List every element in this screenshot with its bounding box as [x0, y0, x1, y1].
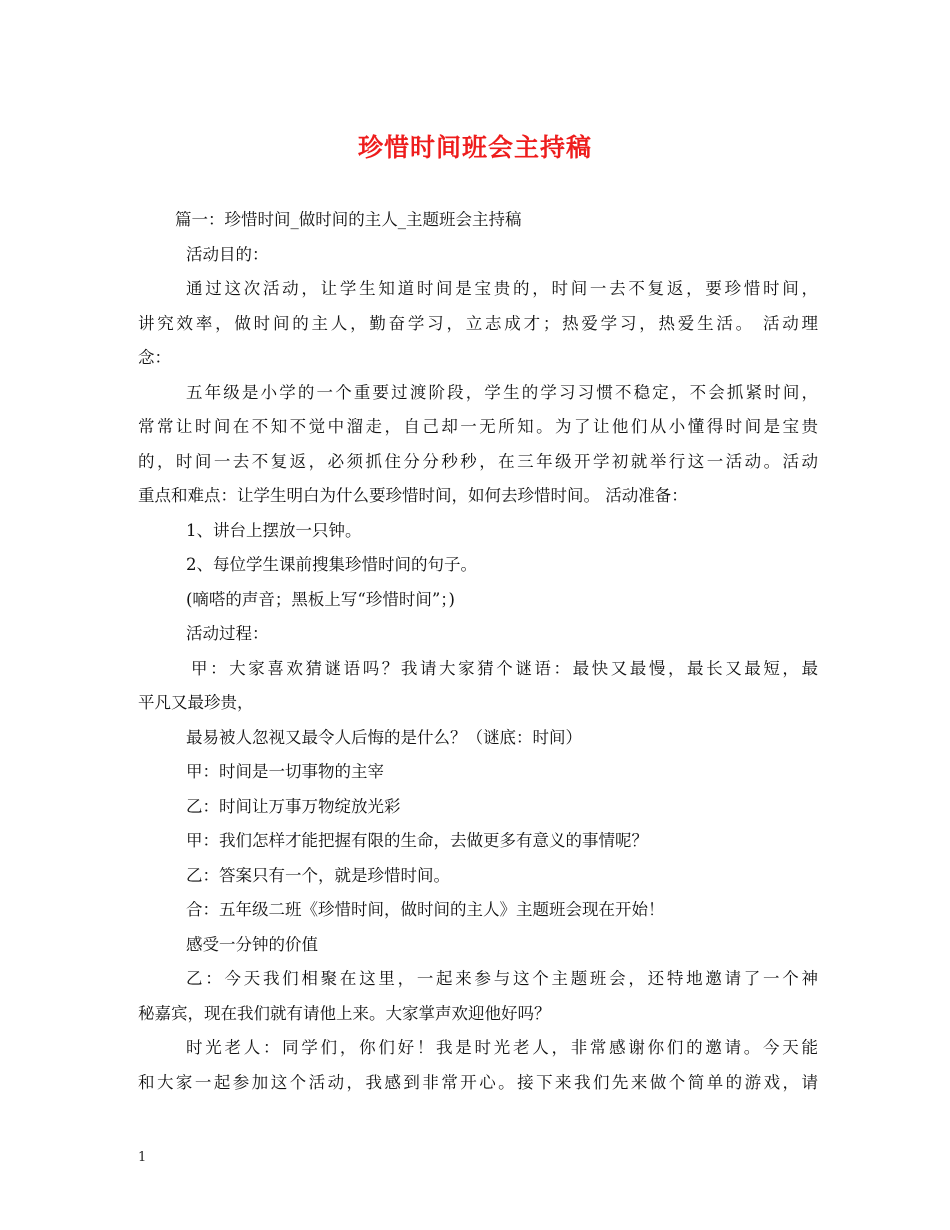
paragraph-line: 时光老人：同学们，你们好！我是时光老人，非常感谢你们的邀请。今天能 [186, 1038, 818, 1057]
paragraph-line: 常常让时间在不知不觉中溜走，自己却一无所知。为了让他们从小懂得时间是宝贵 [138, 417, 818, 436]
paragraph-line: (嘀嗒的声音；黑板上写“珍惜时间”；) [186, 589, 455, 609]
paragraph-line: 活动目的： [186, 244, 269, 264]
page-number: 1 [138, 1150, 147, 1165]
paragraph-line: 通过这次活动，让学生知道时间是宝贵的，时间一去不复返，要珍惜时间， [186, 279, 818, 298]
paragraph-line: 讲究效率，做时间的主人，勤奋学习，立志成才；热爱学习，热爱生活。 活动理 [138, 313, 818, 333]
paragraph-line: 最易被人忽视又最令人后悔的是什么？（谜底：时间） [186, 727, 582, 747]
paragraph-line: 的，时间一去不复返，必须抓住分分秒秒，在三年级开学初就举行这一活动。活动 [138, 451, 818, 471]
paragraph-line: 五年级是小学的一个重要过渡阶段，学生的学习习惯不稳定，不会抓紧时间， [186, 382, 818, 402]
paragraph-line: 乙：答案只有一个，就是珍惜时间。 [186, 865, 450, 885]
paragraph-line: 念： [138, 348, 171, 367]
paragraph-line: 1、讲台上摆放一只钟。 [186, 520, 362, 540]
document-title: 珍惜时间班会主持稿 [357, 133, 592, 162]
paragraph-line: 秘嘉宾，现在我们就有请他上来。大家掌声欢迎他好吗？ [138, 1003, 551, 1023]
paragraph-line: 和大家一起参加这个活动，我感到非常开心。接下来我们先来做个简单的游戏，请 [138, 1072, 818, 1092]
document-body [138, 203, 818, 1100]
paragraph-line: 平凡又最珍贵， [138, 693, 254, 712]
paragraph-line: 活动过程： [186, 624, 269, 643]
paragraph-line: 甲：大家喜欢猜谜语吗？我请大家猜个谜语：最快又最慢，最长又最短，最 [191, 658, 818, 678]
paragraph-line: 2、每位学生课前搜集珍惜时间的句子。 [186, 555, 477, 574]
section-heading: 篇一：珍惜时间_做时间的主人_主题班会主持稿 [175, 210, 522, 229]
paragraph-line: 乙：时间让万事万物绽放光彩 [186, 796, 401, 816]
paragraph-line: 甲：时间是一切事物的主宰 [186, 762, 384, 781]
paragraph-line: 乙：今天我们相聚在这里，一起来参与这个主题班会，还特地邀请了一个神 [186, 969, 818, 988]
paragraph-line: 重点和难点：让学生明白为什么要珍惜时间，如何去珍惜时间。 活动准备： [138, 486, 688, 505]
paragraph-line: 合：五年级二班《珍惜时间，做时间的主人》主题班会现在开始！ [186, 900, 665, 919]
paragraph-line: 感受一分钟的价值 [186, 934, 318, 954]
paragraph-line: 甲：我们怎样才能把握有限的生命，去做更多有意义的事情呢？ [186, 831, 648, 850]
